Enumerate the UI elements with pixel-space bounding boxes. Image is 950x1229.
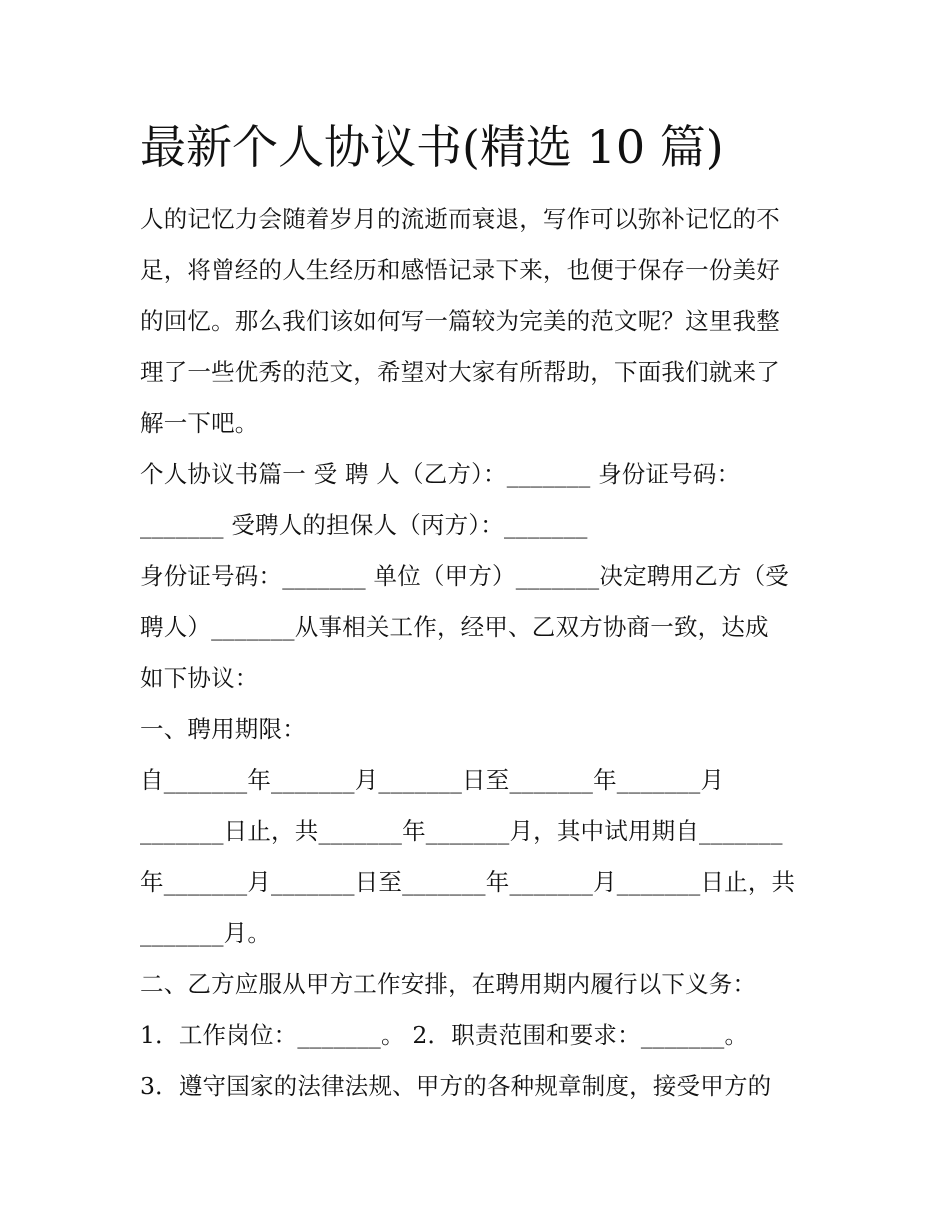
section-heading: 一、聘用期限： [140, 715, 306, 743]
text-line: 年_______月_______日至_______年_______月_______日止，共 [140, 868, 796, 896]
text-line: 足，将曾经的人生经历和感悟记录下来，也便于保存一份美好 [140, 256, 780, 284]
text-line: 理了一些优秀的范文，希望对大家有所帮助，下面我们就来了 [140, 358, 780, 386]
text-line: 聘人）_______从事相关工作，经甲、乙双方协商一致，达成 [140, 613, 769, 641]
text-line: 1．工作岗位：_______。 2．职责范围和要求：_______。 [140, 1021, 749, 1049]
text-line: 自_______年_______月_______日至_______年_______月 [140, 766, 725, 794]
text-line: 解一下吧。 [140, 409, 259, 437]
text-line: 身份证号码：_______ 单位（甲方）_______决定聘用乙方（受 [140, 562, 789, 590]
document-body [140, 194, 815, 1112]
document-title: 最新个人协议书(精选 10 篇) [140, 120, 724, 174]
text-line: _______ 受聘人的担保人（丙方）：_______ [140, 511, 588, 539]
text-line: 3．遵守国家的法律法规、甲方的各种规章制度，接受甲方的 [140, 1072, 772, 1100]
text-line: _______月。 [140, 919, 272, 947]
text-line: 如下协议： [140, 664, 259, 692]
text-line: 人的记忆力会随着岁月的流逝而衰退，写作可以弥补记忆的不 [140, 205, 780, 233]
text-line: 的回忆。那么我们该如何写一篇较为完美的范文呢？这里我整 [140, 307, 780, 335]
text-line: 个人协议书篇一 受 聘 人（乙方）：_______ 身份证号码： [140, 460, 741, 488]
section-heading: 二、乙方应服从甲方工作安排，在聘用期内履行以下义务： [140, 970, 757, 998]
text-line: _______日止，共_______年_______月，其中试用期自_______ [140, 817, 783, 845]
